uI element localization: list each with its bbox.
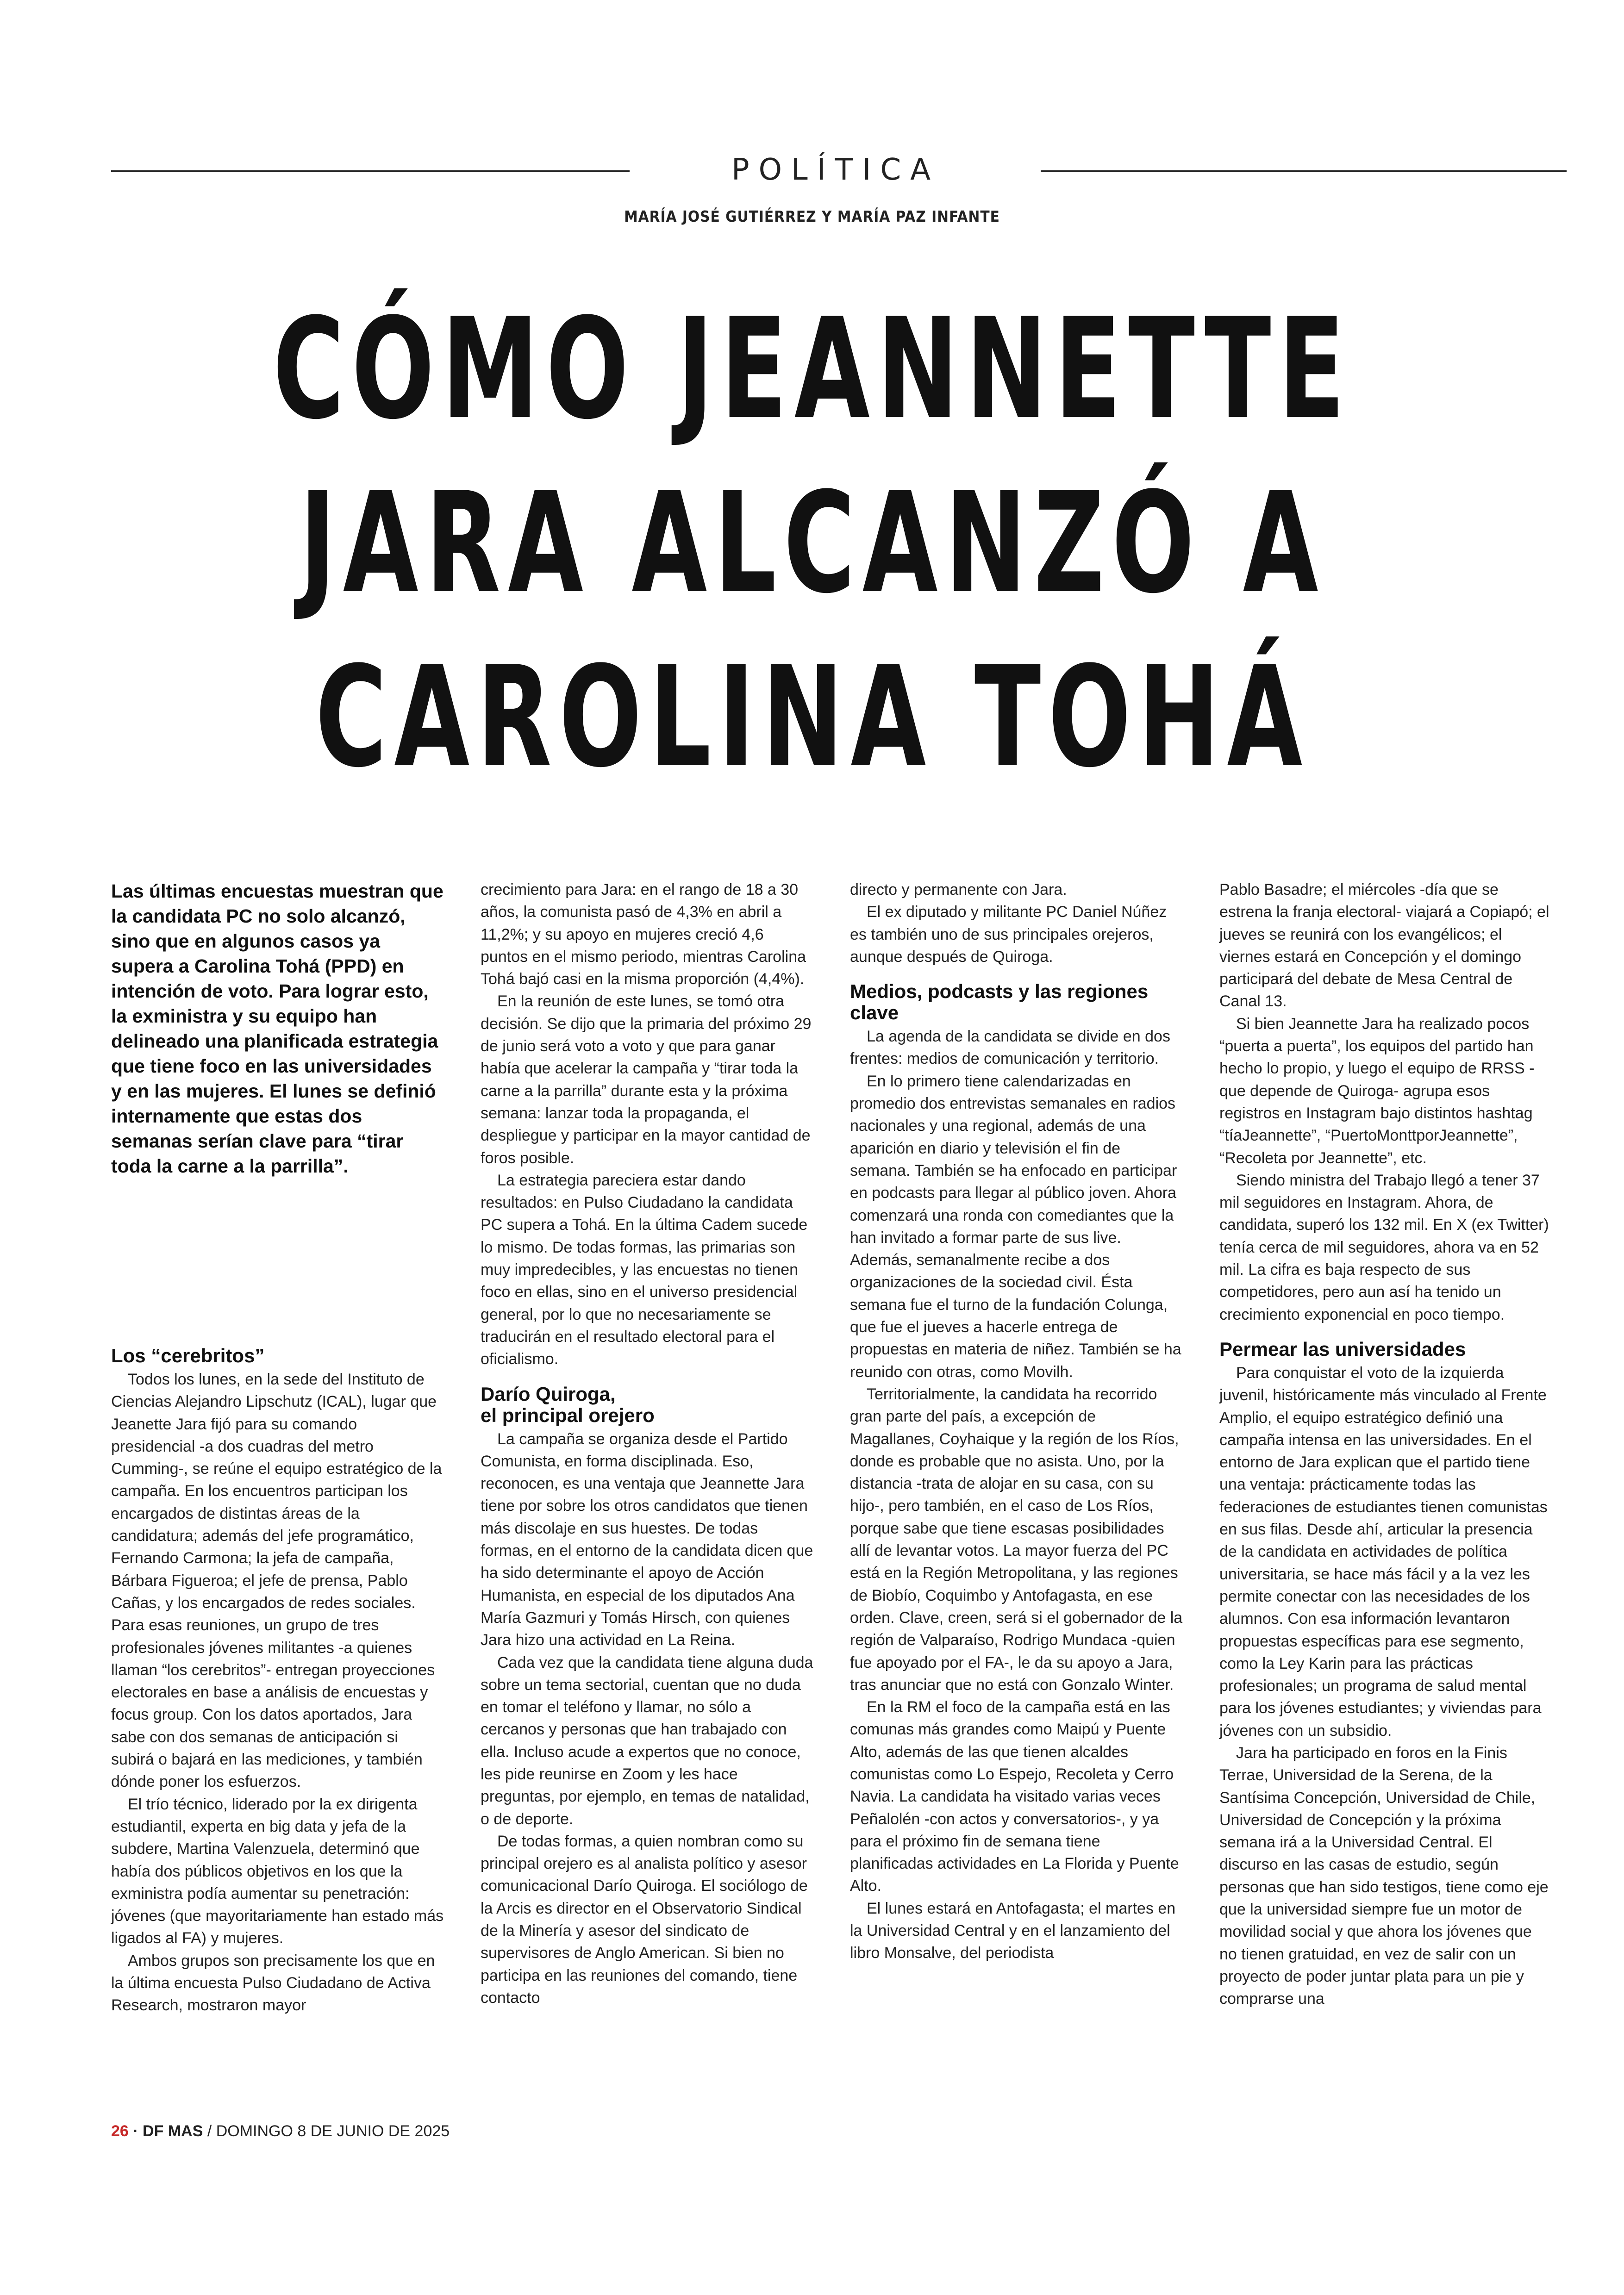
footer-separator: / bbox=[207, 2122, 212, 2140]
headline-line: CAROLINA TOHÁ bbox=[315, 636, 1310, 798]
body-paragraph: La estrategia pareciera estar dando resultados: en Pulso Ciudadano la candidata PC supera a Tohá. En la última Cadem sucede lo mismo. De todas formas, las primarias son muy impredecibles, y las encuestas no tienen foco en ellas, sino en el universo presidencial general, por lo que no necesariamente se traducirán en el resultado electoral para el oficialismo. bbox=[481, 1171, 808, 1368]
body-paragraph: El trío técnico, liderado por la ex dirigenta estudiantil, experta en big data y jefa de la subdere, Martina Valenzuela, determinó que había dos públicos objetivos en los que la exministra podía aumentar su penetración: jóvenes (que mayoritariamente han estado más ligados al FA) y mujeres. bbox=[111, 1795, 444, 1947]
body-paragraph: La campaña se organiza desde el Partido Comunista, en forma disciplinada. Eso, reconocen, es una ventaja que Jeannette Jara tiene por sobre los otros candidatos que tienen más discolaje en sus huestes. De todas formas, en el entorno de la candidata dicen que ha sido determinante el apoyo de Acción Humanista, en especial de los diputados Ana María Gazmuri y Tomás Hirsch, con quienes Jara hizo una actividad en La Reina. bbox=[481, 1430, 813, 1649]
body-paragraph: directo y permanente con Jara. bbox=[850, 881, 1067, 898]
body-paragraph: Jara ha participado en foros en la Finis Terrae, Universidad de la Serena, de la Santísima Concepción, Universidad de Chile, Universidad de Concepción y la próxima semana irá a la Universidad Central. El discurso en las casas de estudio, según personas que han sido testigos, tiene como eje que la universidad siempre fue un motor de movilidad social y que ahora los jóvenes que no tienen gratuidad, en vez de salir con un proyecto de poder juntar plata para un pie y comprarse una bbox=[1219, 1744, 1549, 2008]
body-paragraph: En la RM el foco de la campaña está en las comunas más grandes como Maipú y Puente Alto, además de las que tienen alcaldes comunistas como Lo Espejo, Recoleta y Cerro Navia. La candidata ha visitado varias veces Peñalolén -con actos y conversatorios-, y ya para el próximo fin de semana tiene planificadas actividades en La Florida y Puente Alto. bbox=[850, 1698, 1179, 1895]
byline: MARÍA JOSÉ GUTIÉRREZ Y MARÍA PAZ INFANTE bbox=[624, 207, 1000, 225]
column-4 bbox=[1219, 879, 1553, 2010]
body-paragraph: De todas formas, a quien nombran como su principal orejero es al analista político y asesor comunicacional Darío Quiroga. El sociólogo de la Arcis es director en el Observatorio Sindical de la Minería y asesor del sindicato de supervisores de Anglo American. Si bien no participa en las reuniones del comando, tiene contacto bbox=[481, 1832, 808, 2007]
publication-date: DOMINGO 8 DE JUNIO DE 2025 bbox=[216, 2122, 450, 2140]
subheading-universidades: Permear las universidades bbox=[1219, 1338, 1466, 1360]
column-3 bbox=[850, 879, 1183, 1964]
body-paragraph: El ex diputado y militante PC Daniel Núñez es también uno de sus principales orejeros, aunque después de Quiroga. bbox=[850, 903, 1167, 966]
headline-line: CÓMO JEANNETTE bbox=[273, 288, 1352, 450]
body-paragraph: Pablo Basadre; el miércoles -día que se estrena la franja electoral- viajará a Copiapó; el jueves se reunirá con los evangélicos; el viernes estará en Concepción y el domingo participará del debate de Mesa Central de Canal 13. bbox=[1219, 881, 1549, 1010]
body-paragraph: Siendo ministra del Trabajo llegó a tener 37 mil seguidores en Instagram. Ahora, de candidata, superó los 132 mil. En X (ex Twitter) tenía cerca de mil seguidores, ahora va en 52 mil. La cifra es baja respecto de sus competidores, pero aun así ha tenido un crecimiento exponencial en poco tiempo. bbox=[1219, 1171, 1549, 1323]
subheading-line: Darío Quiroga, bbox=[481, 1383, 616, 1405]
subheading-line: el principal orejero bbox=[481, 1404, 655, 1426]
body-paragraph: La agenda de la candidata se divide en dos frentes: medios de comunicación y territorio. bbox=[850, 1028, 1170, 1068]
publication-name: · DF MAS bbox=[133, 2122, 203, 2140]
body-paragraph: Todos los lunes, en la sede del Instituto de Ciencias Alejandro Lipschutz (ICAL), lugar que Jeanette Jara fijó para su comando presidencial -a dos cuadras del metro Cumming-, se reúne el equipo estratégico de la campaña. En los encuentros participan los encargados de distintas áreas de la candidatura; además del jefe programático, Fernando Carmona; la jefa de campaña, Bárbara Figueroa; el jefe de prensa, Pablo Cañas, y los encargados de redes sociales. Para esas reuniones, un grupo de tres profesionales jóvenes militantes -a quienes llaman “los cerebritos”- entregan proyecciones electorales en base a análisis de encuestas y focus group. Con los datos aportados, Jara sabe con dos semanas de anticipación si subirá o bajará en las mediciones, y también dónde poner los esfuerzos. bbox=[111, 1371, 442, 1791]
headline-line: JARA ALCANZÓ A bbox=[299, 462, 1326, 624]
section-label: POLÍTICA bbox=[731, 153, 940, 187]
page-footer bbox=[111, 2122, 450, 2140]
subheading-medios: Medios, podcasts y las regiones clave bbox=[850, 980, 1149, 1024]
header-rule-left bbox=[111, 170, 630, 172]
column-2 bbox=[481, 879, 814, 2009]
body-paragraph: Si bien Jeannette Jara ha realizado pocos “puerta a puerta”, los equipos del partido han hecho lo propio, y luego el equipo de RRSS -que depende de Quiroga- agrupa esos registros en Instagram bajo distintos hashtag “tíaJeannette”, “PuertoMonttporJeannette”, “Recoleta por Jeannette”, etc. bbox=[1219, 1015, 1535, 1167]
page-number: 26 bbox=[111, 2122, 129, 2140]
body-paragraph: El lunes estará en Antofagasta; el martes en la Universidad Central y en el lanzamiento del libro Monsalve, del periodista bbox=[850, 1899, 1176, 1962]
subheading-quiroga bbox=[481, 1384, 814, 1426]
header-rule-right bbox=[1041, 170, 1567, 172]
body-paragraph: Para conquistar el voto de la izquierda juvenil, históricamente más vinculado al Frente Amplio, el equipo estratégico definió una campaña intensa en las universidades. En el entorno de Jara explican que el partido tiene una ventaja: prácticamente todas las federaciones de estudiantes tienen comunistas en sus filas. Desde ahí, articular la presencia de la candidata en actividades de política universitaria, se hace más fácil y a la vez les permite conectar con las necesidades de los alumnos. Con esa información levantaron propuestas específicas para ese segmento, como la Ley Karin para las prácticas profesionales; un programa de salud mental para los jóvenes estudiantes; y viviendas para jóvenes con un subsidio. bbox=[1219, 1364, 1548, 1740]
body-paragraph: En la reunión de este lunes, se tomó otra decisión. Se dijo que la primaria del próximo 29 de junio será voto a voto y que para ganar había que acelerar la campaña y “tirar toda la carne a la parrilla” durante esta y la próxima semana: lanzar toda la propaganda, el despliegue y participar en la mayor cantidad de foros posible. bbox=[481, 992, 812, 1167]
body-paragraph: crecimiento para Jara: en el rango de 18 a 30 años, la comunista pasó de 4,3% en abril a 11,2%; y su apoyo en mujeres creció 4,6 puntos en el mismo periodo, mientras Carolina Tohá bajó casi en la misma proporción (4,4%). bbox=[481, 881, 806, 988]
column-1 bbox=[111, 879, 444, 2017]
subheading-cerebritos: Los “cerebritos” bbox=[111, 1345, 265, 1366]
headline bbox=[273, 282, 1352, 804]
body-paragraph: Ambos grupos son precisamente los que en la última encuesta Pulso Ciudadano de Activa Research, mostraron mayor bbox=[111, 1952, 435, 2014]
body-paragraph: Territorialmente, la candidata ha recorrido gran parte del país, a excepción de Magallanes, Coyhaique y la región de los Ríos, donde es probable que no asista. Uno, por la distancia -trata de alojar en su casa, con su hijo-, pero también, en el caso de Los Ríos, porque sabe que tiene escasas posibilidades allí de levantar votos. La mayor fuerza del PC está en la Región Metropolitana, y las regiones de Biobío, Coquimbo y Antofagasta, en ese orden. Clave, creen, será si el gobernador de la región de Valparaíso, Rodrigo Mundaca -quien fue apoyado por el FA-, le da su apoyo a Jara, tras anunciar que no está con Gonzalo Winter. bbox=[850, 1385, 1183, 1694]
body-paragraph: Cada vez que la candidata tiene alguna duda sobre un tema sectorial, cuentan que no duda en tomar el teléfono y llamar, no sólo a cercanos y personas que han trabajado con ella. Incluso acude a expertos que no conoce, les pide reunirse en Zoom y les hace preguntas, por ejemplo, en temas de natalidad, o de deporte. bbox=[481, 1653, 813, 1828]
body-paragraph: En lo primero tiene calendarizadas en promedio dos entrevistas semanales en radios nacionales y una regional, además de una aparición en diario y televisión el fin de semana. También se ha enfocado en participar en podcasts para llegar al público joven. Ahora comenzará una ronda con comediantes que la han invitado a formar parte de sus live. Además, semanalmente recibe a dos organizaciones de la sociedad civil. Ésta semana fue el turno de la fundación Colunga, que fue el jueves a hacerle entrega de propuestas en materia de niñez. También se ha reunido con otras, como Movilh. bbox=[850, 1072, 1181, 1381]
lead-paragraph: Las últimas encuestas muestran que la candidata PC no solo alcanzó, sino que en algunos casos ya supera a Carolina Tohá (PPD) en intención de voto. Para lograr esto, la exministra y su equipo han delineado una planificada estrategia que tiene foco en las universidades y en las mujeres. El lunes se definió internamente que estas dos semanas serían clave para “tirar toda la carne a la parrilla”. bbox=[111, 880, 443, 1177]
